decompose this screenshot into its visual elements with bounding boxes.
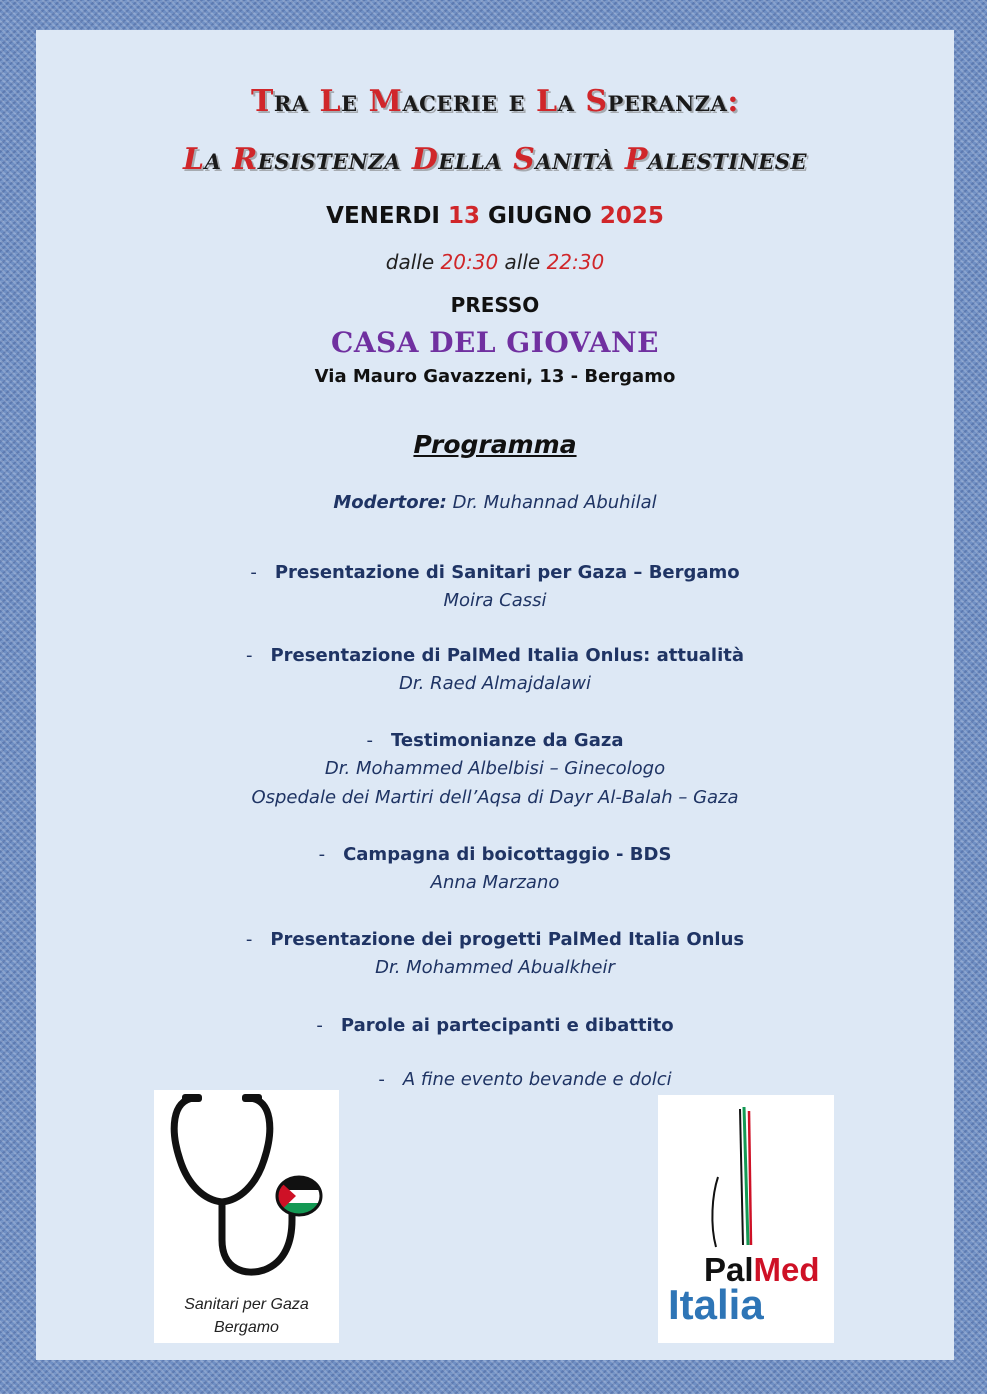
item-title: Presentazione di Sanitari per Gaza – Bergamo <box>274 562 740 583</box>
title-word: acerie <box>402 84 509 119</box>
date-day: VENERDI <box>326 203 448 229</box>
sanitari-per-gaza-logo <box>154 1090 339 1343</box>
title-initial: L <box>536 84 558 119</box>
presso-label: PRESSO <box>450 293 540 317</box>
palmed-stripes-icon <box>658 1095 834 1255</box>
palmed-med: Med <box>753 1251 820 1288</box>
title-initial: D <box>411 142 439 177</box>
palmed-italia: Italia <box>668 1281 764 1328</box>
title-word: ella <box>438 142 514 177</box>
title-word: a <box>204 142 233 177</box>
program-item <box>36 645 954 666</box>
title-initial: L <box>183 142 205 177</box>
title-word: a <box>557 84 586 119</box>
program-item <box>36 844 954 865</box>
event-title-line2 <box>36 142 954 177</box>
date-month: GIUGNO <box>480 203 600 229</box>
palestine-flag-icon <box>274 1176 326 1217</box>
title-word: alestinese <box>647 142 807 177</box>
item-dash: - <box>245 929 253 950</box>
program-heading: Programma <box>413 430 577 459</box>
program-item <box>36 562 954 583</box>
moderator-name: Dr. Muhannad Abuhilal <box>446 492 657 513</box>
item-title: Presentazione di PalMed Italia Onlus: attualità <box>270 645 745 666</box>
stethoscope-icon <box>154 1090 339 1290</box>
title-initial: T <box>251 84 274 119</box>
logo-caption-line2: Bergamo <box>214 1319 279 1336</box>
palmed-pal: Pal <box>704 1251 754 1288</box>
title-word: e <box>508 84 537 119</box>
item-title: Testimonianze da Gaza <box>391 730 624 751</box>
item-dash: - <box>250 562 257 583</box>
program-item <box>36 929 954 950</box>
time-from: 20:30 <box>440 250 499 274</box>
logo-caption-line1: Sanitari per Gaza <box>184 1296 309 1313</box>
moderator-line <box>36 492 954 513</box>
item-title: Parole ai partecipanti e dibattito <box>340 1015 674 1036</box>
item-dash: - <box>316 1015 323 1036</box>
title-initial: M <box>368 84 403 119</box>
program-item <box>36 1015 954 1036</box>
title-word: peranza <box>607 84 728 119</box>
title-word: esistenza <box>257 142 412 177</box>
item-title: Campagna di boicottaggio - BDS <box>343 844 672 865</box>
item-dash: - <box>245 645 253 666</box>
title-word: e <box>341 84 369 119</box>
title-initial: L <box>319 84 342 119</box>
closing-text: A fine evento bevande e dolci <box>402 1069 672 1090</box>
item-title: Presentazione dei progetti PalMed Italia Onlus <box>270 929 745 950</box>
closing-dash: - <box>378 1069 385 1090</box>
event-title-line1 <box>36 84 954 119</box>
event-time <box>36 250 954 274</box>
title-initial: S <box>585 84 608 119</box>
item-speaker: Dr. Mohammed Abualkheir <box>375 957 615 978</box>
item-dash: - <box>366 730 374 751</box>
item-speaker: Moira Cassi <box>443 590 547 611</box>
date-year: 2025 <box>599 203 664 229</box>
item-speaker: Dr. Raed Almajdalawi <box>399 673 591 694</box>
item-speaker: Dr. Mohammed Albelbisi – Ginecologo <box>324 758 666 779</box>
closing-note <box>36 1069 954 1090</box>
title-initial: R <box>232 142 258 177</box>
palmed-italia-logo <box>658 1095 834 1343</box>
time-to: 22:30 <box>546 250 605 274</box>
item-speaker: Anna Marzano <box>430 872 560 893</box>
time-to-label: alle <box>498 250 547 274</box>
time-from-label: dalle <box>385 250 441 274</box>
title-word: anità <box>535 142 625 177</box>
title-initial: P <box>624 142 648 177</box>
program-item <box>36 730 954 751</box>
title-word: ra <box>273 84 320 119</box>
moderator-label: Modertore: <box>333 492 447 513</box>
venue-address: Via Mauro Gavazzeni, 13 - Bergamo <box>314 366 676 387</box>
title-initial: : <box>727 84 739 119</box>
venue-name: CASA DEL GIOVANE <box>331 326 659 359</box>
date-number: 13 <box>448 203 481 229</box>
title-initial: S <box>513 142 536 177</box>
item-dash: - <box>318 844 326 865</box>
event-date <box>36 203 954 229</box>
item-speaker-affiliation: Ospedale dei Martiri dell’Aqsa di Dayr Al-Balah – Gaza <box>251 787 739 808</box>
